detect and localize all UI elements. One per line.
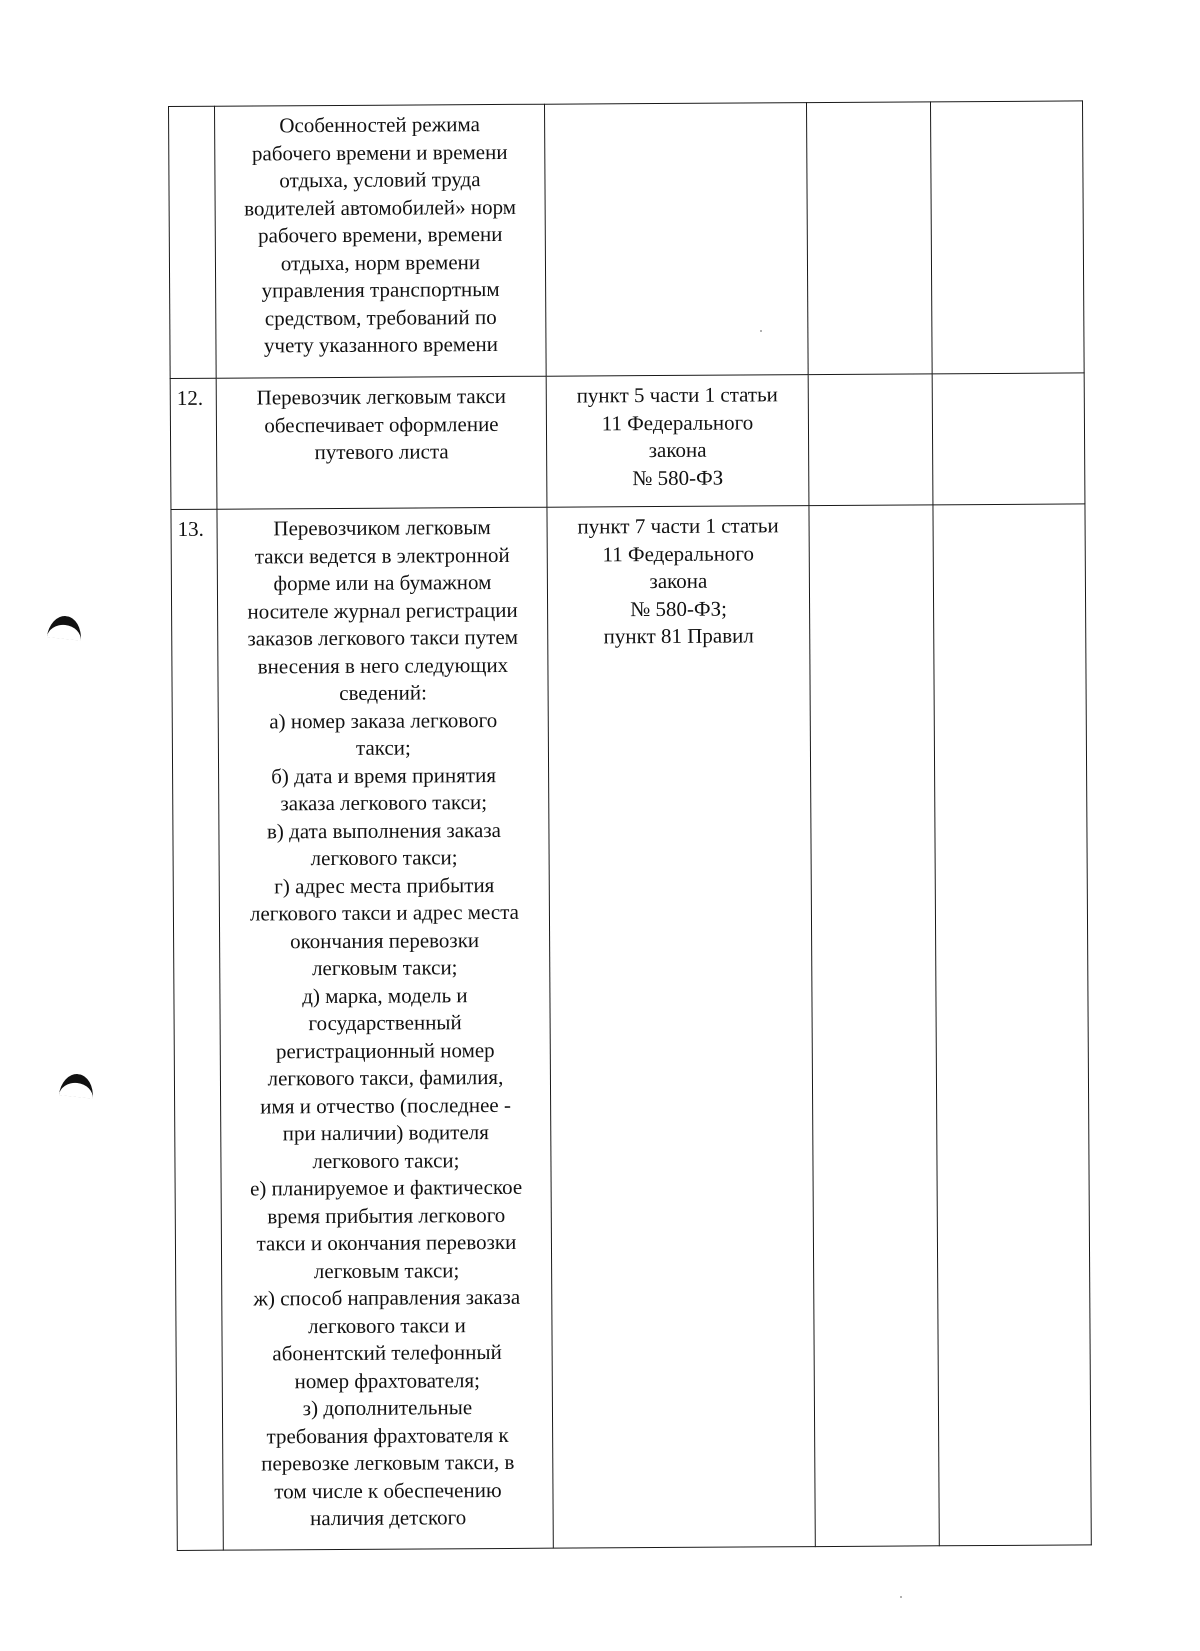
- requirement-text-line: отдыха, условий труда: [279, 167, 481, 193]
- requirement-text-line: легкового такси и: [308, 1312, 466, 1338]
- legal-basis-text-line: закона: [649, 568, 708, 594]
- requirement-text-line: обеспечивает оформление: [264, 411, 499, 437]
- requirement-text-line: такси;: [355, 735, 411, 760]
- table-row: [170, 373, 1085, 510]
- requirements-table-wrapper: [168, 100, 1091, 1551]
- requirement-text-line: е) планируемое и фактическое: [249, 1174, 523, 1201]
- requirement-text-line: регистрационный номер: [275, 1037, 495, 1063]
- requirement-text-line: при наличии) водителя: [282, 1120, 489, 1146]
- requirement-text-line: абонентский телефонный: [272, 1339, 502, 1366]
- requirement-text-line: отдыха, норм времени: [280, 249, 481, 275]
- requirement-text-line: сведений:: [339, 680, 428, 705]
- requirement-text-line: такси ведется в электронной: [254, 542, 510, 568]
- requirement-text-line: з) дополнительные: [302, 1395, 473, 1421]
- row-number: 13.: [177, 516, 204, 541]
- hole-punch-mark-bottom: [59, 1072, 95, 1098]
- requirement-text-line: заказов легкового такси путем: [247, 624, 519, 651]
- requirement-text-line: Перевозчиком легковым: [273, 515, 491, 541]
- requirement-text-line: а) номер заказа легкового: [269, 707, 498, 733]
- requirement-cell: [215, 104, 547, 378]
- empty-cell-col5: [932, 373, 1085, 505]
- requirement-text-line: носителе журнал регистрации: [247, 597, 518, 624]
- requirement-text-line: рабочего времени, времени: [258, 221, 503, 248]
- requirement-text-line: Особенностей режима: [279, 112, 480, 138]
- requirement-text-line: перевозке легковым такси, в: [261, 1449, 515, 1476]
- legal-basis-text-line: пункт 81 Правил: [603, 623, 754, 649]
- requirement-text-line: номер фрахтователя;: [294, 1367, 481, 1393]
- requirement-text-line: легкового такси, фамилия,: [267, 1064, 504, 1091]
- legal-basis-text-line: пункт 7 части 1 статьи: [577, 513, 779, 539]
- requirement-text-line: легкового такси и адрес места: [249, 899, 520, 926]
- table-row: [171, 504, 1091, 1551]
- requirement-cell: [217, 507, 553, 1550]
- legal-basis-cell: [544, 103, 808, 377]
- empty-cell-col4: [809, 505, 939, 1547]
- requirement-text-line: в) дата выполнения заказа: [266, 817, 501, 843]
- requirement-text-line: время прибытия легкового: [267, 1202, 506, 1228]
- requirements-table-body: [169, 101, 1092, 1551]
- legal-basis-text-line: закона: [648, 437, 707, 463]
- requirement-text-line: управления транспортным: [261, 276, 500, 303]
- requirement-text-line: легкового такси;: [312, 1147, 460, 1173]
- empty-cell-col4: [806, 102, 932, 375]
- row-number-cell: [169, 106, 217, 378]
- requirement-text-line: том числе к обеспечению: [274, 1477, 502, 1503]
- requirement-text-line: водителей автомобилей» норм: [244, 194, 517, 221]
- requirement-text-line: легковым такси;: [311, 955, 458, 981]
- legal-basis-text-line: № 580-ФЗ;: [630, 596, 728, 621]
- empty-cell-col4: [808, 374, 933, 506]
- requirement-text-line: имя и отчество (последнее -: [260, 1092, 512, 1118]
- requirement-text-line: такси и окончания перевозки: [256, 1229, 517, 1256]
- requirement-text-line: требования фрахтователя к: [266, 1422, 509, 1448]
- hole-punch-mark-top: [47, 614, 83, 640]
- legal-basis-text-line: 11 Федерального: [602, 540, 755, 566]
- requirement-text-line: внесения в него следующих: [257, 652, 509, 678]
- requirement-text-line: д) марка, модель и: [302, 982, 468, 1008]
- requirement-text-line: рабочего времени и времени: [251, 139, 508, 165]
- empty-cell-col5: [933, 504, 1091, 1546]
- requirement-cell: [216, 376, 547, 509]
- legal-basis-cell: [546, 375, 809, 508]
- legal-basis-text-line: 11 Федерального: [601, 409, 754, 435]
- empty-cell-col5: [930, 101, 1084, 374]
- requirement-text-line: легковым такси;: [313, 1257, 460, 1283]
- requirement-text-line: форме или на бумажном: [273, 570, 492, 596]
- requirement-text-line: легкового такси;: [310, 845, 458, 871]
- requirement-text-line: б) дата и время принятия: [271, 762, 497, 788]
- requirement-text-line: окончания перевозки: [290, 927, 480, 953]
- requirement-text-line: учету указанного времени: [263, 331, 499, 358]
- requirement-text-line: путевого листа: [314, 439, 449, 465]
- requirement-text-line: средством, требований по: [264, 304, 497, 330]
- legal-basis-text-line: № 580-ФЗ: [632, 465, 724, 490]
- requirements-table: [168, 100, 1092, 1551]
- requirement-text-line: заказа легкового такси;: [280, 790, 488, 816]
- requirement-text-line: ж) способ направления заказа: [253, 1284, 521, 1311]
- row-number-cell: [171, 509, 223, 1550]
- requirement-text-line: Перевозчик легковым такси: [256, 383, 507, 410]
- table-row: [169, 101, 1085, 379]
- requirement-text-line: государственный: [308, 1010, 462, 1036]
- requirement-text-line: наличия детского: [309, 1505, 467, 1531]
- scan-speck: [900, 1596, 902, 1598]
- legal-basis-cell: [547, 506, 815, 1549]
- legal-basis-text-line: пункт 5 части 1 статьи: [576, 382, 778, 408]
- row-number-cell: [170, 378, 217, 509]
- requirement-text-line: г) адрес места прибытия: [274, 872, 495, 898]
- row-number: 12.: [176, 385, 204, 410]
